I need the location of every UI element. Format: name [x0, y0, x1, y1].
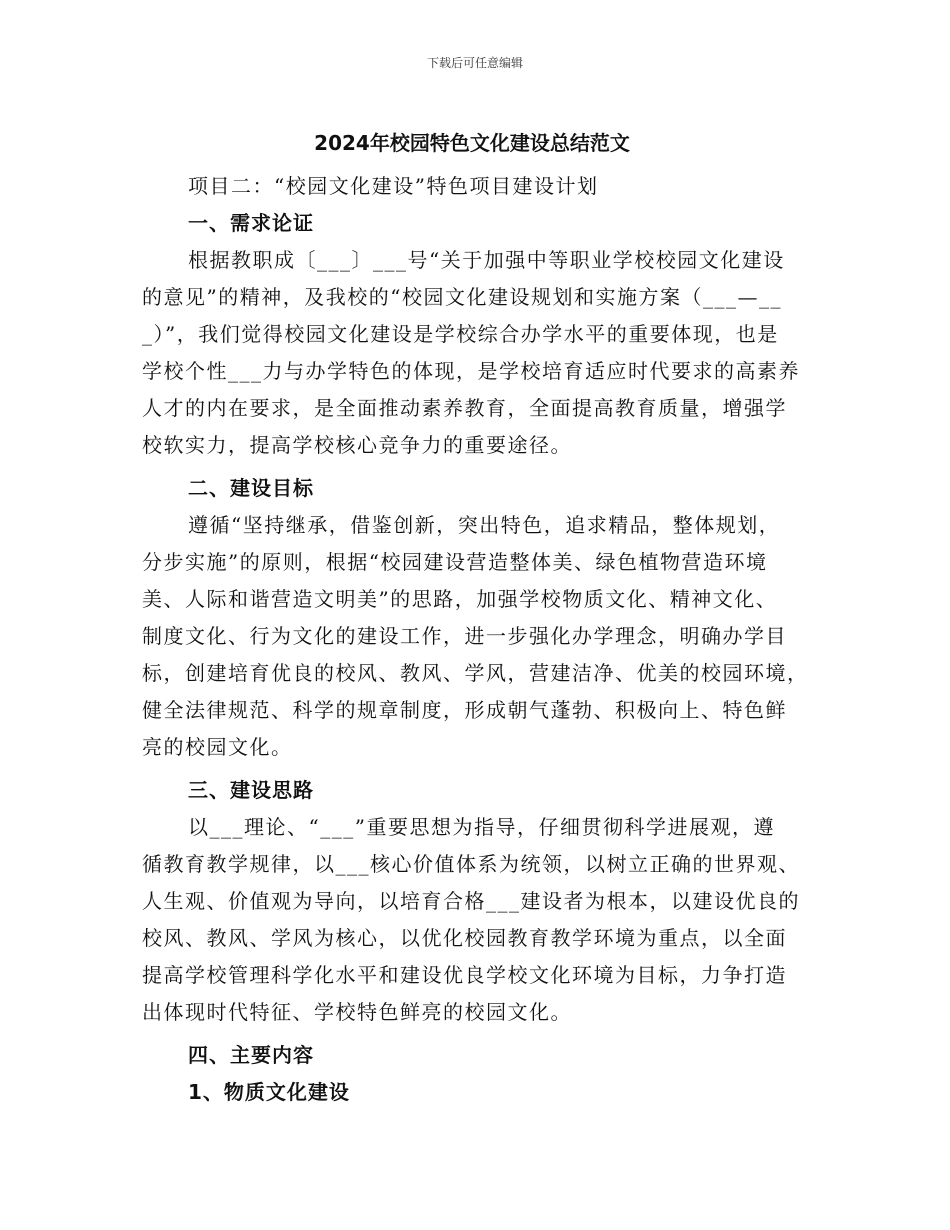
section-heading-content: 四、主要内容	[188, 1043, 314, 1067]
paragraph-line: 亮的校园文化。	[142, 735, 293, 759]
paragraph-line: 出体现时代特征、学校特色鲜亮的校园文化。	[142, 1000, 572, 1024]
paragraph-line: 人生观、价值观为导向，以培育合格___建设者为根本，以建设优良的	[142, 889, 800, 913]
paragraph-line: _）”，我们觉得校园文化建设是学校综合办学水平的重要体现，也是	[142, 322, 779, 346]
project-subtitle: 项目二：“校园文化建设”特色项目建设计划	[188, 174, 599, 198]
section-heading-approach: 三、建设思路	[188, 778, 314, 802]
header-note: 下载后可任意编辑	[426, 56, 523, 70]
paragraph-line: 校风、教风、学风为核心，以优化校园教育教学环境为重点，以全面	[142, 926, 787, 950]
paragraph-line: 循教育教学规律，以___核心价值体系为统领，以树立正确的世界观、	[142, 852, 800, 876]
paragraph-line: 提高学校管理科学化水平和建设优良学校文化环境为目标，力争打造	[142, 963, 787, 987]
paragraph-line: 制度文化、行为文化的建设工作，进一步强化办学理念，明确办学目	[142, 624, 787, 648]
subsection-heading-material: 1、物质文化建设	[188, 1080, 350, 1104]
paragraph-line: 学校个性___力与办学特色的体现，是学校培育适应时代要求的高素养	[142, 359, 800, 383]
paragraph-line: 标，创建培育优良的校风、教风、学风，营建洁净、优美的校园环境，	[142, 661, 809, 685]
section-heading-goals: 二、建设目标	[188, 476, 314, 500]
paragraph-line: 校软实力，提高学校核心竞争力的重要途径。	[142, 433, 572, 457]
paragraph-line: 美、人际和谐营造文明美”的思路，加强学校物质文化、精神文化、	[142, 587, 778, 611]
paragraph-line: 以___理论、“___”重要思想为指导，仔细贯彻科学进展观，遵	[188, 815, 775, 839]
paragraph-line: 遵循“坚持继承，借鉴创新，突出特色，追求精品，整体规划，	[188, 513, 781, 537]
paragraph-line: 人才的内在要求，是全面推动素养教育，全面提高教育质量，增强学	[142, 396, 787, 420]
paragraph-line: 的意见”的精神，及我校的“校园文化建设规划和实施方案（___—__	[142, 285, 782, 309]
section-heading-needs: 一、需求论证	[188, 211, 314, 235]
document-title: 2024年校园特色文化建设总结范文	[314, 131, 630, 155]
document-body	[142, 168, 812, 1111]
paragraph-line: 根据教职成〔___〕___号“关于加强中等职业学校校园文化建设	[188, 248, 785, 272]
paragraph-line: 分步实施”的原则，根据“校园建设营造整体美、绿色植物营造环境	[142, 550, 768, 574]
paragraph-line: 健全法律规范、科学的规章制度，形成朝气蓬勃、积极向上、特色鲜	[142, 698, 787, 722]
